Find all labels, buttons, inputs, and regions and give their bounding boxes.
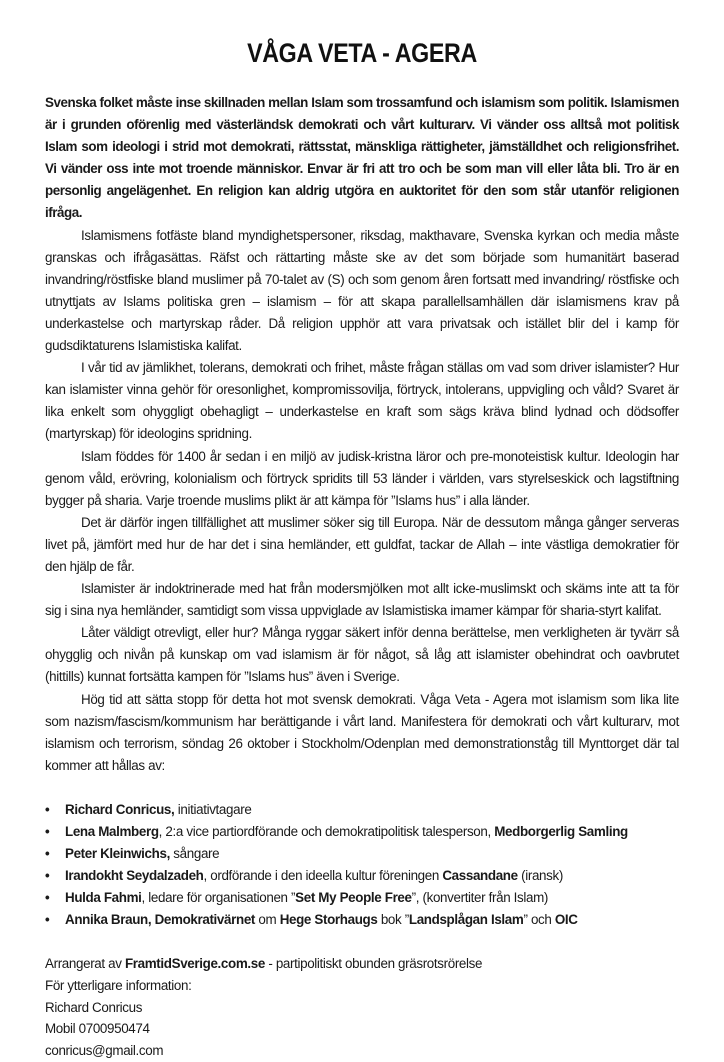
connector-text: bok ” — [377, 911, 409, 927]
paragraph: Islamismens fotfäste bland myndighetspersoner, riksdag, makthavare, Svenska kyrkan och media måste granskas och ifrågasättas. Räfst och rättarting måste ske av det som började som humanitärt baserad invandring/röstfiske bland muslimer på 70-talet av (S) och som genom åren fortsatt med invandring/ röstfiske och utnyttjats av Islams politiska gren – islamism – för att skapa parallellsamhällen där islamismens krav på underkastelse och martyrskap råder. Då religion upphör att vara privatsak och istället blir del i kamp för gudsdiktaturens Islamistiska kalifat. — [45, 227, 679, 354]
bullet-icon: • — [45, 801, 50, 817]
speaker-org: Medborgerlig Samling — [494, 823, 628, 839]
organizer-link[interactable]: FramtidSverige.com.se — [124, 955, 265, 971]
org-name: OIC — [554, 911, 578, 927]
author-name: Hege Storhaugs — [279, 911, 378, 927]
contact-phone: Mobil 0700950474 — [45, 1021, 150, 1037]
speaker-role: , ordförande i den ideella kultur föreningen — [203, 867, 443, 883]
list-item — [45, 865, 679, 887]
list-item — [45, 843, 679, 865]
speaker-role: initiativtagare — [174, 801, 252, 817]
speaker-name: Irandokht Seydalzadeh — [65, 867, 204, 883]
speaker-name: Peter Kleinwichs, — [65, 845, 170, 861]
speaker-org: Cassandane — [442, 867, 518, 883]
contact-name: Richard Conricus — [45, 999, 143, 1015]
document-body — [45, 92, 679, 1062]
speaker-name: Hulda Fahmi — [65, 889, 142, 905]
paragraph: I vår tid av jämlikhet, tolerans, demokrati och frihet, måste frågan ställas om vad som driver islamister? Hur kan islamister vinna gehör för oresonlighet, kompromissovilja, förtryck, intolerans, uppvigling och våld? Svaret är lika enkelt som ohyggligt obehagligt – underkastelse en kraft som sägs kräva blind lydnad och dödsoffer (martyrskap) för ideologins spridning. — [45, 360, 679, 442]
speaker-role: , ledare för organisationen ” — [141, 889, 296, 905]
bullet-icon: • — [45, 889, 50, 905]
speaker-name: Lena Malmberg — [65, 823, 159, 839]
more-info-label: För ytterligare information: — [45, 977, 192, 993]
lead-paragraph: Svenska folket måste inse skillnaden mellan Islam som trossamfund och islamism som politik. Islamismen är i grunden oförenlig med västerländsk demokrati och vårt kulturarv. Vi vänder oss alltså mot politisk Islam som ideologi i strid mot demokrati, rättsstat, mänskliga rättigheter, jämställdhet och religionsfrihet. Vi vänder oss inte mot troende människor. Envar är fri att tro och be som man vill eller låta bli. Tro är en personlig angelägenhet. En religion kan aldrig utgöra en auktoritet för den som står utanför religionen ifråga. — [45, 95, 679, 221]
speaker-name: Richard Conricus, — [65, 801, 175, 817]
organizer-suffix: - partipolitiskt obunden gräsrotsrörelse — [264, 955, 483, 971]
contact-footer — [45, 953, 679, 1062]
list-item — [45, 887, 679, 909]
list-item — [45, 799, 679, 821]
book-title: Landsplågan Islam — [408, 911, 524, 927]
speaker-role: sångare — [169, 845, 220, 861]
paragraph: Låter väldigt otrevligt, eller hur? Många ryggar säkert inför denna berättelse, men verkligheten är tyvärr så ohygglig och nivån på kunskap om vad islamism är för något, så låg att islamister obehindrat och oavbrutet (hittills) kunnat fortsätta kampen för ”Islams hus” även i Sverige. — [45, 625, 679, 685]
speaker-note: (iransk) — [517, 867, 563, 883]
speaker-org: Set My People Free — [295, 889, 412, 905]
list-item — [45, 821, 679, 843]
contact-email[interactable]: conricus@gmail.com — [45, 1043, 164, 1059]
bullet-icon: • — [45, 911, 50, 927]
speaker-name: Annika Braun, Demokrativärnet — [65, 911, 256, 927]
paragraph: Hög tid att sätta stopp för detta hot mot svensk demokrati. Våga Veta - Agera mot islamism som lika lite som nazism/fascism/kommunism har berättigande i vårt land. Manifestera för demokrati och vårt kulturarv, mot islamism och terrorism, söndag 26 oktober i Stockholm/Odenplan med demonstrationståg till Mynttorget där tal kommer att hållas av: — [45, 691, 679, 773]
list-item — [45, 909, 679, 931]
paragraph: Det är därför ingen tillfällighet att muslimer söker sig till Europa. När de dessutom många gånger serveras livet på, jämfört med hur de har det i sina hemländer, ett guldfat, tackar de Allah – inte västliga demokratier för den hjälp de får. — [45, 514, 679, 574]
paragraph: Islamister är indoktrinerade med hat från modersmjölken mot allt icke-muslimskt och skäms inte att ta för sig i sina nya hemländer, samtidigt som vissa uppviglade av Islamistiska imamer kämpar för sharia-styrt kalifat. — [45, 581, 679, 619]
speaker-note: ”, (konvertiter från Islam) — [411, 889, 549, 905]
bullet-icon: • — [45, 845, 50, 861]
connector-text: ” och — [523, 911, 555, 927]
speakers-list — [45, 799, 679, 931]
speaker-role: , 2:a vice partiordförande och demokratipolitisk talesperson, — [158, 823, 495, 839]
bullet-icon: • — [45, 823, 50, 839]
page-title: VÅGA VETA - AGERA — [247, 38, 477, 68]
organizer-line — [45, 953, 679, 975]
bullet-icon: • — [45, 867, 50, 883]
paragraph: Islam föddes för 1400 år sedan i en miljö av judisk-kristna läror och pre-monoteistisk kultur. Ideologin har genom våld, erövring, kolonialism och förtryck spridits till 53 länder i världen, vars styrelseskick och lagstiftning bygger på sharia. Varje troende muslims plikt är att kämpa för ”Islams hus” i alla länder. — [45, 448, 679, 508]
organizer-prefix: Arrangerat av — [45, 955, 125, 971]
connector-text: om — [255, 911, 280, 927]
